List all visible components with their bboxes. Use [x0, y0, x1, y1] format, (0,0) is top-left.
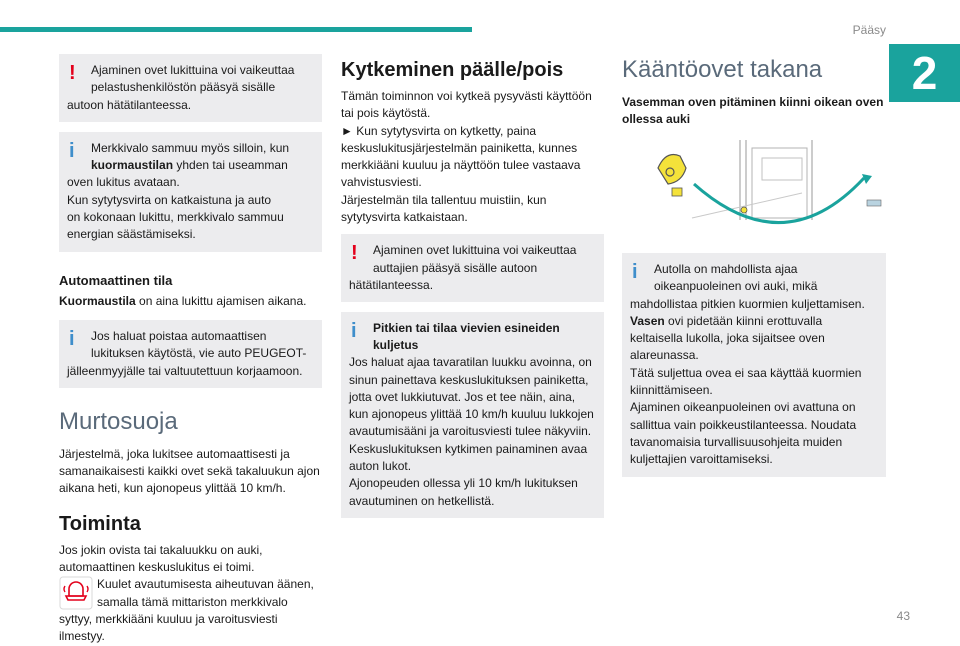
info-box — [59, 320, 322, 388]
column-right — [622, 54, 886, 477]
paragraph: syttyy, merkkiääni kuuluu ja varoitusviesti ilmestyy. — [59, 611, 278, 644]
info-icon: i — [69, 327, 75, 350]
paragraph: Kuulet avautumisesta aiheutuvan äänen, — [97, 577, 314, 592]
warning-box — [59, 54, 322, 122]
chapter-number-badge: 2 — [889, 44, 960, 102]
info-line: Merkkivalo sammuu myös silloin, kun — [91, 140, 290, 155]
info-line: kuormaustilan yhden tai useamman — [91, 158, 288, 173]
warning-line: autoon hätätilanteessa. — [67, 97, 192, 112]
info-line: energian säästämiseksi. — [67, 227, 196, 242]
info-bold-term: kuormaustilan — [91, 158, 174, 173]
info-line: Ajaminen oikeanpuoleinen ovi avattuna on sallittua vain poikkeustilanteessa. Noudata tavanomaisia turvallisuusohjeita muiden kuljettajien varoittamiseksi. — [630, 400, 857, 467]
warning-line: hätätilanteessa. — [349, 277, 434, 292]
info-box — [622, 253, 886, 477]
info-line: Jos haluat poistaa automaattisen — [91, 328, 267, 343]
heading-automatic-mode: Automaattinen tila — [59, 272, 173, 288]
info-line: oikeanpuoleinen ovi auki, mikä — [654, 279, 818, 294]
warning-line: Ajaminen ovet lukittuina voi vaikeuttaa — [373, 243, 577, 258]
info-line: on kokonaan lukittu, merkkivalo sammuu — [67, 210, 284, 225]
info-icon: i — [351, 320, 357, 343]
info-line: Kun sytytysvirta on katkaistuna ja auto — [67, 192, 272, 207]
paragraph: samalla tämä mittariston merkkivalo — [97, 594, 288, 609]
info-title: kuljetus — [373, 338, 419, 353]
column-middle — [341, 54, 604, 518]
subheading: Vasemman oven pitäminen kiinni oikean oven ollessa auki — [622, 95, 884, 126]
heading-toiminta: Toiminta — [59, 512, 141, 535]
info-text: Keskuslukituksen kytkimen painaminen avaa auton lukot. — [349, 441, 588, 474]
paragraph: Jos jokin ovista tai takaluukku on auki, automaattinen keskuslukitus ei toimi. — [59, 542, 263, 575]
paragraph: Järjestelmä, joka lukitsee automaattisesti ja samanaikaisesti kaikki ovet sekä takaluukun ajon aikana heti, kun ajonopeus ylittää 10 km/h. — [59, 446, 320, 496]
info-text: Jos haluat ajaa tavaratilan luukku avoinna, on sinun painettava keskuslukituksen painiketta, jotta ovet lukkiutuvat. Jos et tee näin, aina, kun ajonopeus ylittää 10 km/h kuuluu lukkojen avautumisääni ja varoitusviesti tulee näkyviin. — [349, 355, 594, 439]
warning-line: auttajien pääsyä sisälle autoon — [373, 260, 538, 275]
alarm-warning-icon — [59, 576, 93, 610]
alarm-note — [59, 576, 322, 645]
column-left — [59, 54, 322, 646]
heading-murtosuoja: Murtosuoja — [59, 407, 178, 435]
info-text: Ajonopeuden ollessa yli 10 km/h lukituksen avautuminen on hetkellistä. — [349, 476, 578, 508]
paragraph: Tämän toiminnon voi kytkeä pysyvästi käyttöön tai pois käytöstä. — [341, 89, 592, 121]
info-title: Pitkien tai tilaa vievien esineiden — [373, 321, 560, 336]
info-line: Autolla on mahdollista ajaa — [654, 262, 798, 276]
info-icon: i — [69, 139, 75, 162]
warning-box — [341, 234, 604, 302]
warning-line: Ajaminen ovet lukittuina voi vaikeuttaa — [91, 63, 295, 77]
info-line: Vasen ovi pidetään kiinni erottuvalla keltaisella lukolla, joka sijaitsee oven alareunassa. — [630, 313, 825, 363]
paragraph: ► Kun sytytysvirta on kytketty, paina keskuslukitusjärjestelmän painiketta, kunnes merkkiääni kuuluu ja näyttöön tulee vastaava vahvistusviesti. — [341, 123, 581, 190]
info-icon: i — [632, 261, 638, 283]
warning-line: pelastushenkilöstön pääsyä sisälle — [91, 80, 276, 95]
section-title: Pääsy — [852, 23, 886, 37]
page-number: 43 — [896, 609, 910, 623]
door-lock-illustration — [622, 138, 886, 238]
info-line: Tätä suljettua ovea ei saa käyttää kuormien kiinnittämiseen. — [630, 365, 862, 398]
info-box — [341, 312, 604, 518]
info-line: oven lukitus avataan. — [67, 175, 180, 190]
heading-kytkeminen: Kytkeminen päälle/pois — [341, 59, 564, 81]
paragraph: Järjestelmän tila tallentuu muistiin, kun sytytysvirta katkaistaan. — [341, 192, 547, 225]
info-line: lukituksen käytöstä, vie auto PEUGEOT- — [91, 346, 307, 361]
header-accent-bar — [0, 27, 472, 32]
warning-icon: ! — [351, 242, 358, 265]
heading-rear-doors: Kääntöovet takana — [622, 56, 823, 83]
paragraph: Kuormaustila on aina lukittu ajamisen aikana. — [59, 293, 307, 308]
info-box — [59, 132, 322, 252]
warning-icon: ! — [69, 62, 76, 84]
info-line: mahdollistaa pitkien kuormien kuljettamisen. — [630, 296, 865, 311]
info-line: jälleenmyyjälle tai valtuutettuun korjaamoon. — [67, 363, 303, 378]
